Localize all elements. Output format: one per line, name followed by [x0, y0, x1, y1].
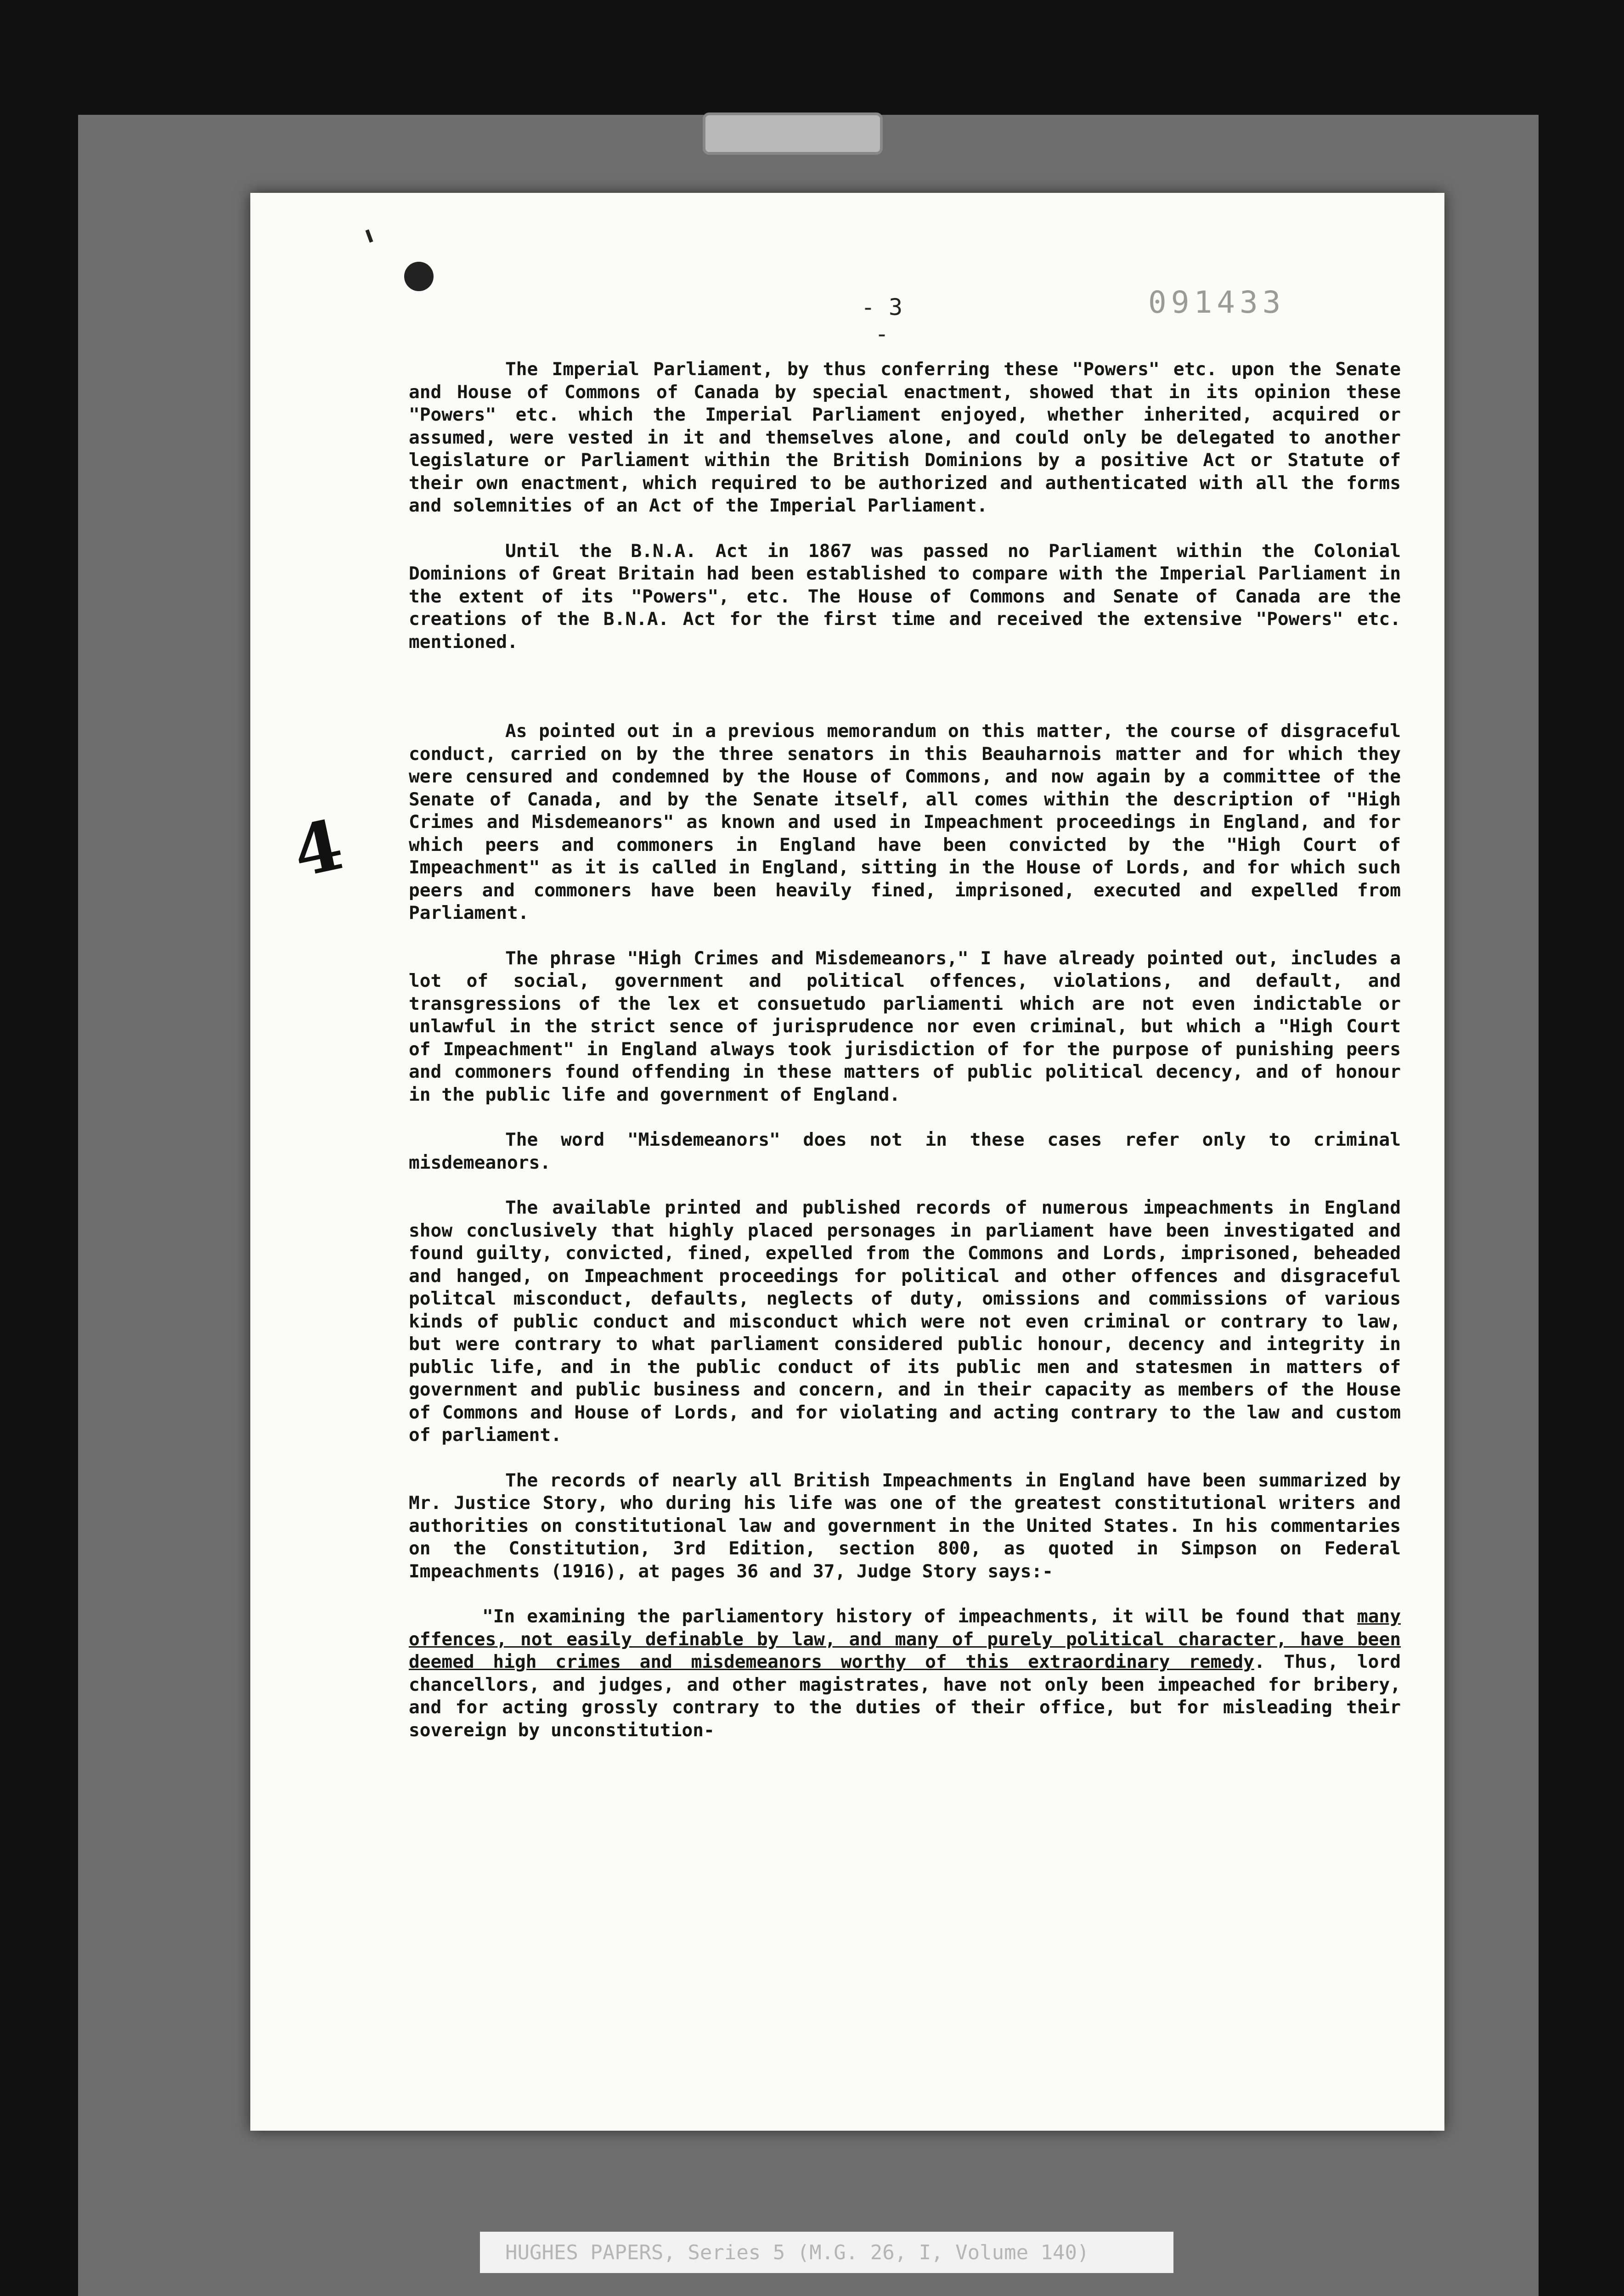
quote-underlined: many offences, not easily definable by law, and many of purely political character, have been deemed high crimes and misdemeanors worthy of this extraordinary remedy	[409, 1606, 1401, 1672]
archive-reference: HUGHES PAPERS, Series 5 (M.G. 26, I, Volume 140)	[505, 2241, 1089, 2264]
story-quote	[409, 1605, 1401, 1742]
memo-body	[409, 358, 1401, 1764]
paragraph-7: The records of nearly all British Impeachments in England have been summarized by Mr. Justice Story, who during his life was one of the greatest constitutional writers and authorities on constitutional law and government in the United States. In his commentaries on the Constitution, 3rd Edition, section 800, as quoted in Simpson on Federal Impeachments (1916), at pages 36 and 37, Judge Story says:-	[409, 1469, 1401, 1582]
paragraph-5: The word "Misdemeanors" does not in these cases refer only to criminal misdemeanors.	[409, 1129, 1401, 1173]
paragraph-1: The Imperial Parliament, by thus conferring these "Powers" etc. upon the Senate and House of Commons of Canada by special enactment, showed that in its opinion these "Powers" etc. which the Imperial Parliament enjoyed, whether inherited, acquired or assumed, were vested in it and themselves alone, and could only be delegated to another legislature or Parliament within the British Dominions by a positive Act or Statute of their own enactment, which required to be authorized and authenticated with all the forms and solemnities of an Act of the Imperial Parliament.	[409, 359, 1401, 516]
handwritten-margin-mark: 4	[286, 804, 350, 893]
archive-stamp-number: 091433	[1148, 285, 1286, 320]
paragraph-2: Until the B.N.A. Act in 1867 was passed no Parliament within the Colonial Dominions of Great Britain had been established to compare with the Imperial Parliament in the extent of its "Powers", etc. The House of Commons and Senate of Canada are the creations of the B.N.A. Act for the first time and received the extensive "Powers" etc. mentioned.	[409, 540, 1401, 653]
paragraph-6: The available printed and published records of numerous impeachments in England show conclusively that highly placed personages in parliament have been investigated and found guilty, convicted, fined, expelled from the Commons and Lords, imprisoned, beheaded and hanged, on Impeachment proceedings for political and other offences and disgraceful politcal misconduct, defaults, neglects of duty, omissions and commissions of various kinds of public conduct and misconduct which were not even criminal or contrary to law, but were contrary to what parliament considered public honour, decency and integrity in public life, and in the public conduct of its public men and statesmen in matters of government and public business and concern, and in their capacity as members of the House of Commons and House of Lords, and for violating and acting contrary to the law and custom of parliament.	[409, 1197, 1401, 1446]
paragraph-3: As pointed out in a previous memorandum on this matter, the course of disgraceful conduct, carried on by the three senators in this Beauharnois matter and for which they were censured and condemned by the House of Commons, and now again by a committee of the Senate of Canada, and by the Senate itself, all comes within the description of "High Crimes and Misdemeanors" as known and used in Impeachment proceedings in England, and for which peers and commoners in England have been convicted by the "High Court of Impeachment" as it is called in England, sitting in the House of Lords, and for which such peers and commoners have been heavily fined, imprisoned, executed and expelled from Parliament.	[409, 720, 1401, 923]
page-number: - 3 -	[861, 294, 903, 347]
paragraph-4: The phrase "High Crimes and Misdemeanors," I have already pointed out, includes a lot of social, government and political offences, violations, and default, and transgressions of the lex et consuetudo parliamenti which are not even indictable or unlawful in the strict sence of jurisprudence nor even criminal, but which a "High Court of Impeachment" in England always took jurisdiction of for the purpose of punishing peers and commoners found offending in these matters of public political decency, and of honour in the public life and government of England.	[409, 947, 1401, 1105]
punch-hole	[404, 262, 434, 291]
quote-tail: . Thus, lord chancellors, and judges, and other magistrates, have not only been impeached for bribery, and for acting grossly contrary to the duties of their office, but for misleading their sovereign by unconstitution-	[409, 1651, 1401, 1741]
quote-lead: "In examining the parliamentory history of impeachments, it will be found that	[482, 1606, 1357, 1627]
binder-clip	[703, 113, 883, 155]
